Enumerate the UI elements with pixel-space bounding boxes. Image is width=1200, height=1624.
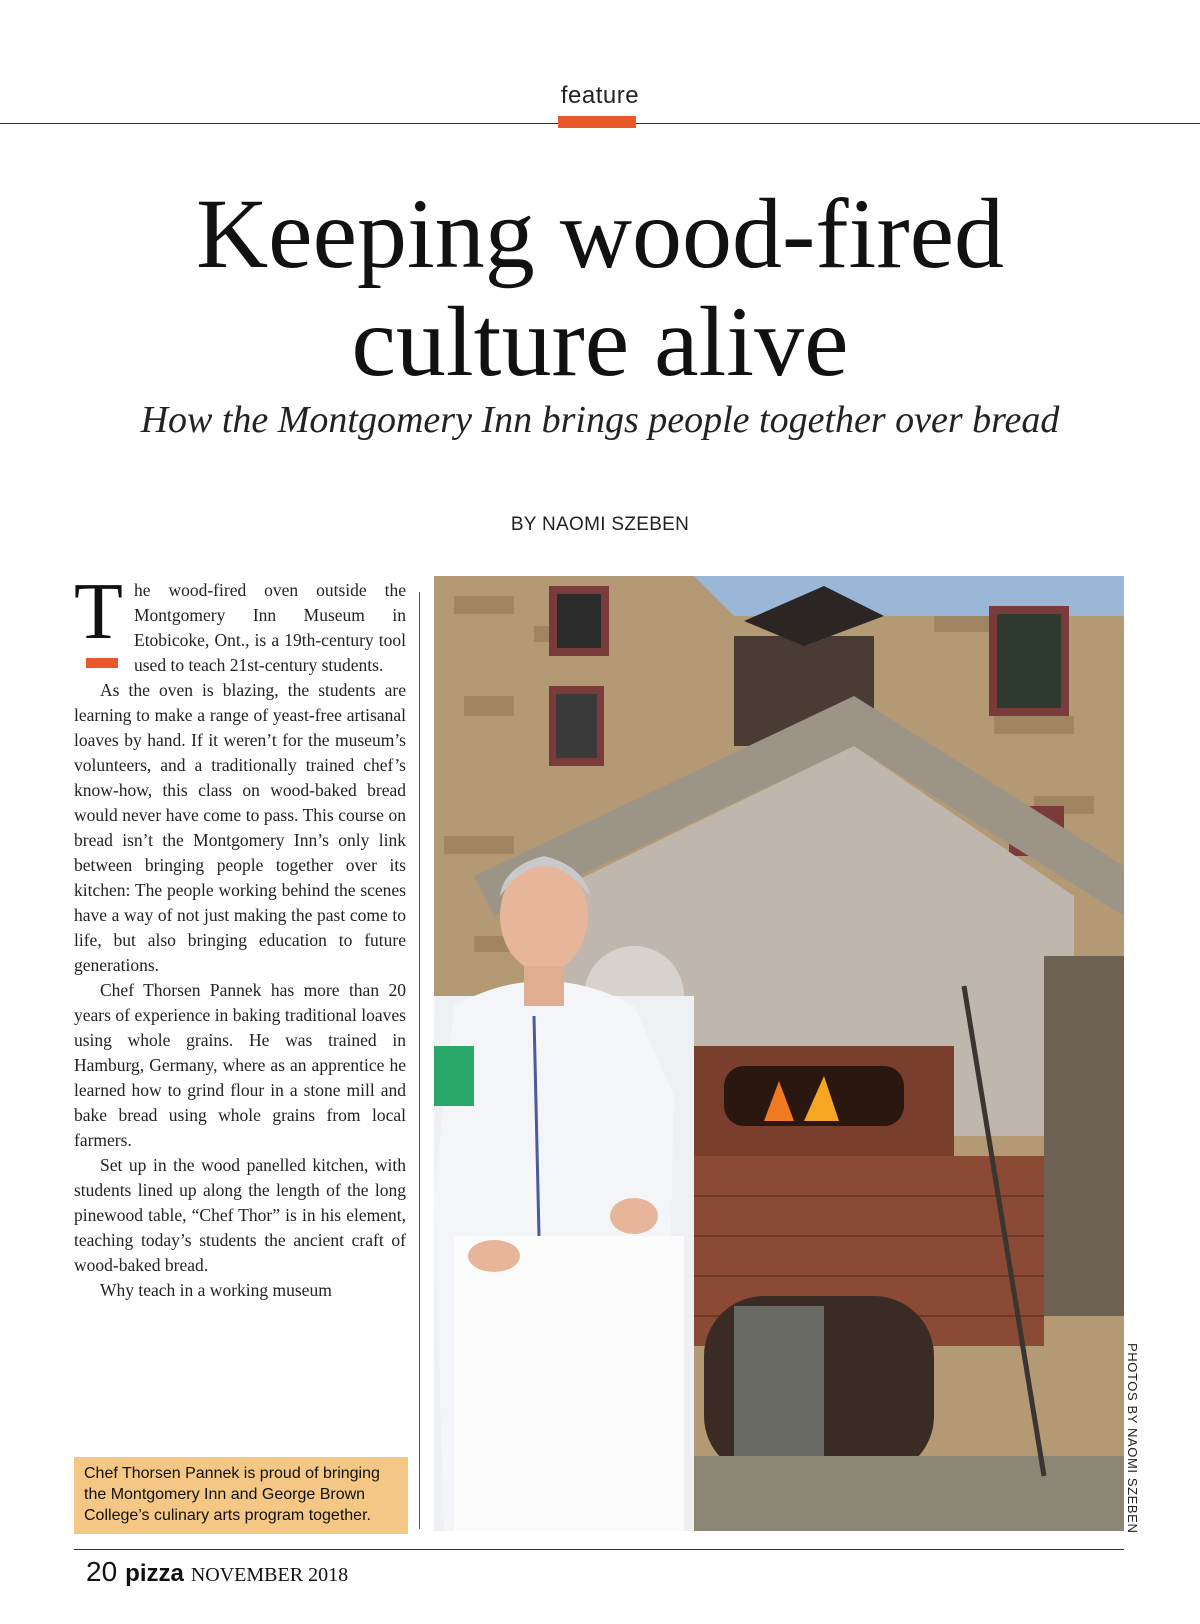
feature-photo	[434, 576, 1124, 1531]
byline: BY NAOMI SZEBEN	[510, 514, 690, 535]
footer-rule	[74, 1549, 1124, 1550]
photo-credit: PHOTOS BY NAOMI SZEBEN	[1125, 1343, 1140, 1534]
deck: How the Montgomery Inn brings people together over bread	[140, 399, 1060, 441]
dropcap-block	[74, 568, 132, 670]
magazine-name: pizza	[125, 1560, 184, 1587]
paragraph: As the oven is blazing, the students are learning to make a range of yeast-free artisanal loaves by hand. If it weren’t for the museum’s volunteers, and a traditionally trained chef’s know-how, this class on wood-baked bread would never have come to pass. This course on bread isn’t the Montgomery Inn’s only link between bringing people together over its kitchen: The people working behind the scenes have a way of not just making the past come to life, but also bringing education to future generations.	[74, 680, 406, 975]
dropcap-accent-bar	[86, 658, 118, 668]
page-footer	[86, 1556, 348, 1588]
page-number: 20	[86, 1556, 118, 1587]
column-rule	[419, 592, 420, 1529]
body-column	[74, 568, 406, 1303]
chef-oven-illustration	[434, 576, 1124, 1531]
issue-date: NOVEMBER 2018	[190, 1564, 349, 1586]
dropcap: T	[74, 568, 123, 656]
headline: Keeping wood-fired culture alive	[195, 178, 1005, 397]
paragraph: Chef Thorsen Pannek has more than 20 years of experience in baking traditional loaves using whole grains. He was trained in Hamburg, Germany, where as an apprentice he learned how to grind flour in a stone mill and bake bread using whole grains from local farmers.	[74, 980, 406, 1150]
paragraph: Set up in the wood panelled kitchen, with students lined up along the length of the long pinewood table, “Chef Thor” is in his element, teaching today’s students the ancient craft of wood-baked bread.	[74, 1155, 406, 1275]
section-accent-bar	[558, 116, 636, 128]
paragraph: he wood-fired oven outside the Montgomery Inn Museum in Etobicoke, Ont., is a 19th-century tool used to teach 21st-century students.	[134, 580, 406, 675]
paragraph: Why teach in a working museum	[100, 1280, 332, 1300]
photo-caption: Chef Thorsen Pannek is proud of bringing the Montgomery Inn and George Brown College’s culinary arts program together.	[74, 1457, 408, 1534]
section-label: feature	[560, 82, 640, 109]
